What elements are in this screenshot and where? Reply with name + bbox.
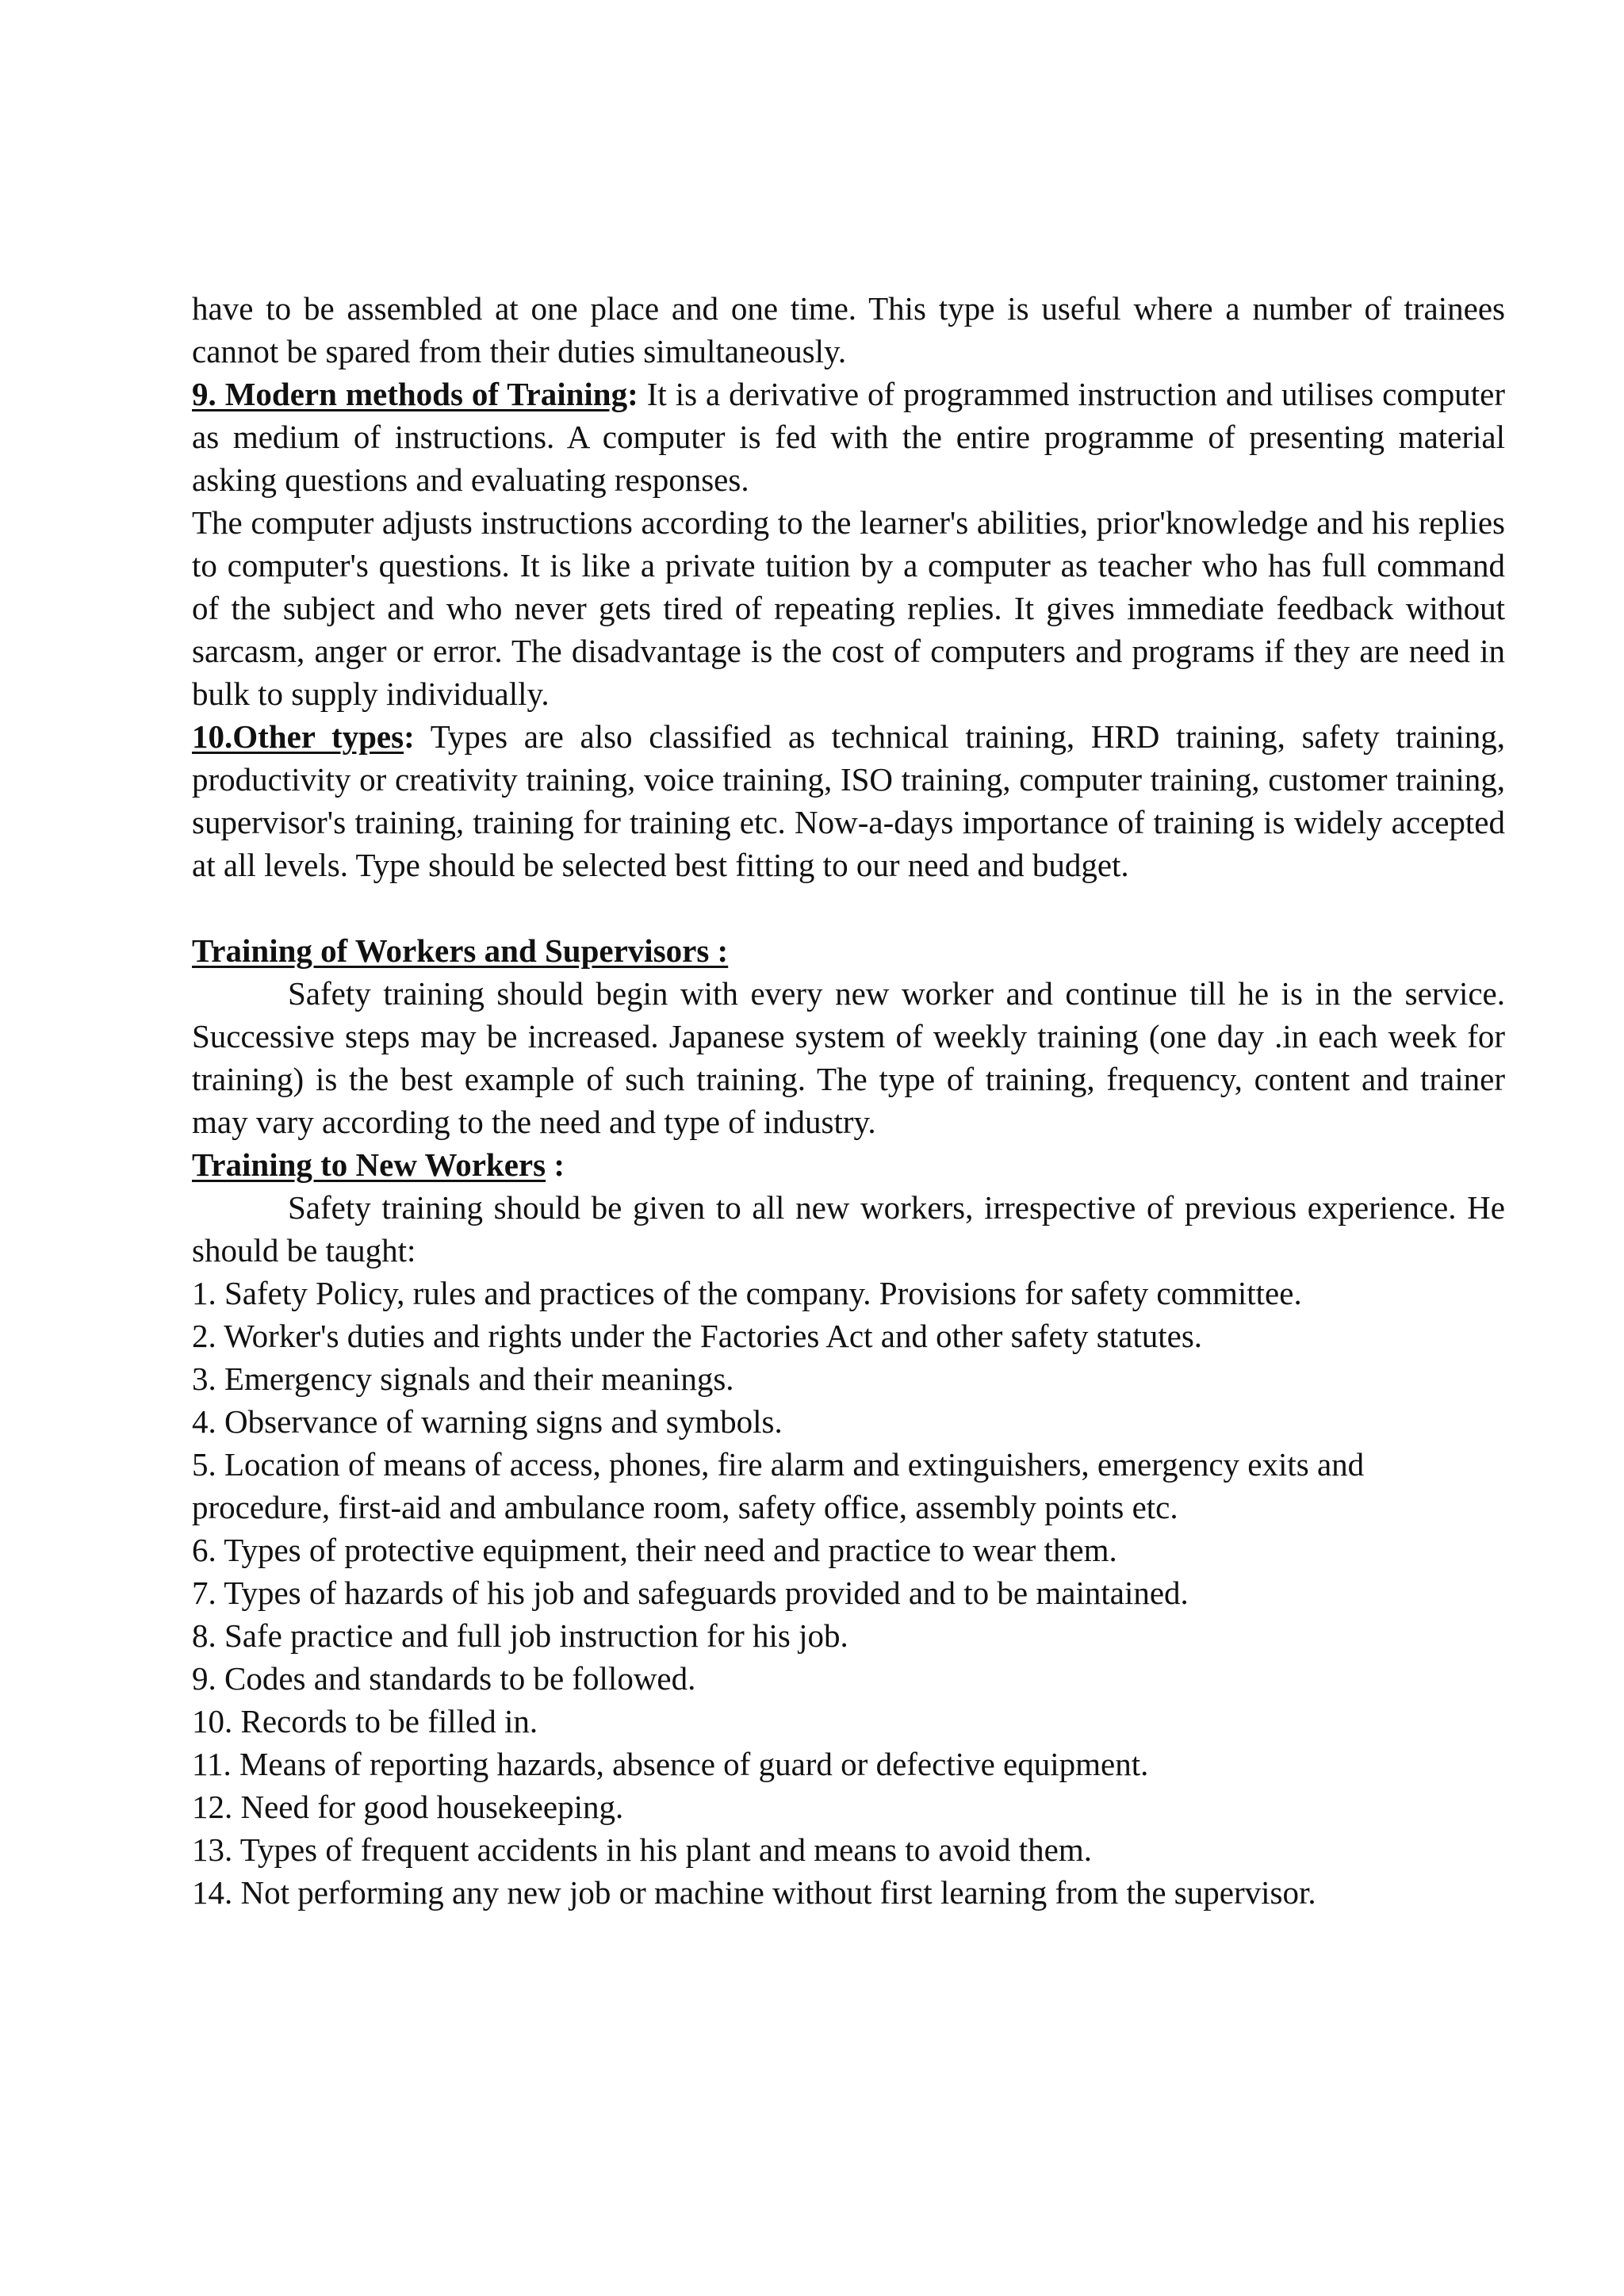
paragraph-computer-adjusts: The computer adjusts instructions according to the learner's abilities, prior'knowledge and his replies to computer's questions. It is like a private tuition by a computer as teacher who has full command of the subject and who never gets tired of repeating replies. It gives immediate feedback without sarcasm, anger or error. The disadvantage is the cost of computers and programs if they are need in bulk to supply individually. (192, 504, 1505, 712)
list-item: 8. Safe practice and full job instruction for his job. (192, 1617, 848, 1654)
other-types-text: Types are also classified as technical training, HRD training, safety training, productivity or creativity training, voice training, ISO training, computer training, customer training, supervisor's training, training for training etc. Now-a-days importance of training is widely accepted at all levels. Type should be selected best fitting to our need and budget. (192, 718, 1505, 883)
list-item: 13. Types of frequent accidents in his plant and means to avoid them. (192, 1831, 1092, 1868)
heading-training-new-workers: Training to New Workers (192, 1146, 546, 1183)
paragraph-continuation: have to be assembled at one place and one time. This type is useful where a number of trainees cannot be spared from their duties simultaneously. (192, 290, 1505, 369)
paragraph-new-workers: Safety training should be given to all new workers, irrespective of previous experience. He should be taught: (192, 1189, 1505, 1269)
list-item: 7. Types of hazards of his job and safeguards provided and to be maintained. (192, 1575, 1189, 1611)
list-item: 1. Safety Policy, rules and practices of the company. Provisions for safety committee. (192, 1275, 1302, 1311)
paragraph-gap (192, 886, 1505, 929)
numbered-list (192, 1272, 1505, 1914)
heading-colon: : (627, 376, 638, 412)
list-item: 5. Location of means of access, phones, fire alarm and extinguishers, emergency exits and procedure, first-aid and ambulance room, safety office, assembly points etc. (192, 1446, 1365, 1525)
list-item: 14. Not performing any new job or machine without first learning from the supervisor. (192, 1874, 1316, 1911)
list-item: 6. Types of protective equipment, their need and practice to wear them. (192, 1532, 1117, 1568)
document-page (192, 287, 1505, 1914)
heading-line-new-workers (192, 1143, 1505, 1186)
paragraph-modern-methods (192, 373, 1505, 501)
list-item: 2. Worker's duties and rights under the Factories Act and other safety statutes. (192, 1318, 1203, 1354)
heading-colon: : (404, 718, 415, 755)
list-item: 11. Means of reporting hazards, absence of guard or defective equipment. (192, 1746, 1149, 1782)
list-item: 4. Observance of warning signs and symbols. (192, 1403, 783, 1440)
list-item: 9. Codes and standards to be followed. (192, 1660, 696, 1697)
modern-methods-text: It is a derivative of programmed instruction and utilises computer as medium of instructions. A computer is fed with the entire programme of presenting material asking questions and evaluating responses. (192, 376, 1505, 498)
list-item: 3. Emergency signals and their meanings. (192, 1360, 734, 1397)
list-item: 12. Need for good housekeeping. (192, 1789, 624, 1825)
heading-suffix: : (546, 1146, 565, 1183)
paragraph-workers-supervisors: Safety training should begin with every new worker and continue till he is in the service. Successive steps may be increased. Japanese system of weekly training (one day .in each week for training) is the best example of such training. The type of training, frequency, content and trainer may vary according to the need and type of industry. (192, 975, 1505, 1140)
heading-other-types: 10.Other types (192, 718, 404, 755)
heading-modern-methods: 9. Modern methods of Training (192, 376, 628, 412)
paragraph-other-types (192, 715, 1505, 886)
list-item: 10. Records to be filled in. (192, 1703, 538, 1739)
heading-training-workers-supervisors: Training of Workers and Supervisors : (192, 932, 729, 969)
